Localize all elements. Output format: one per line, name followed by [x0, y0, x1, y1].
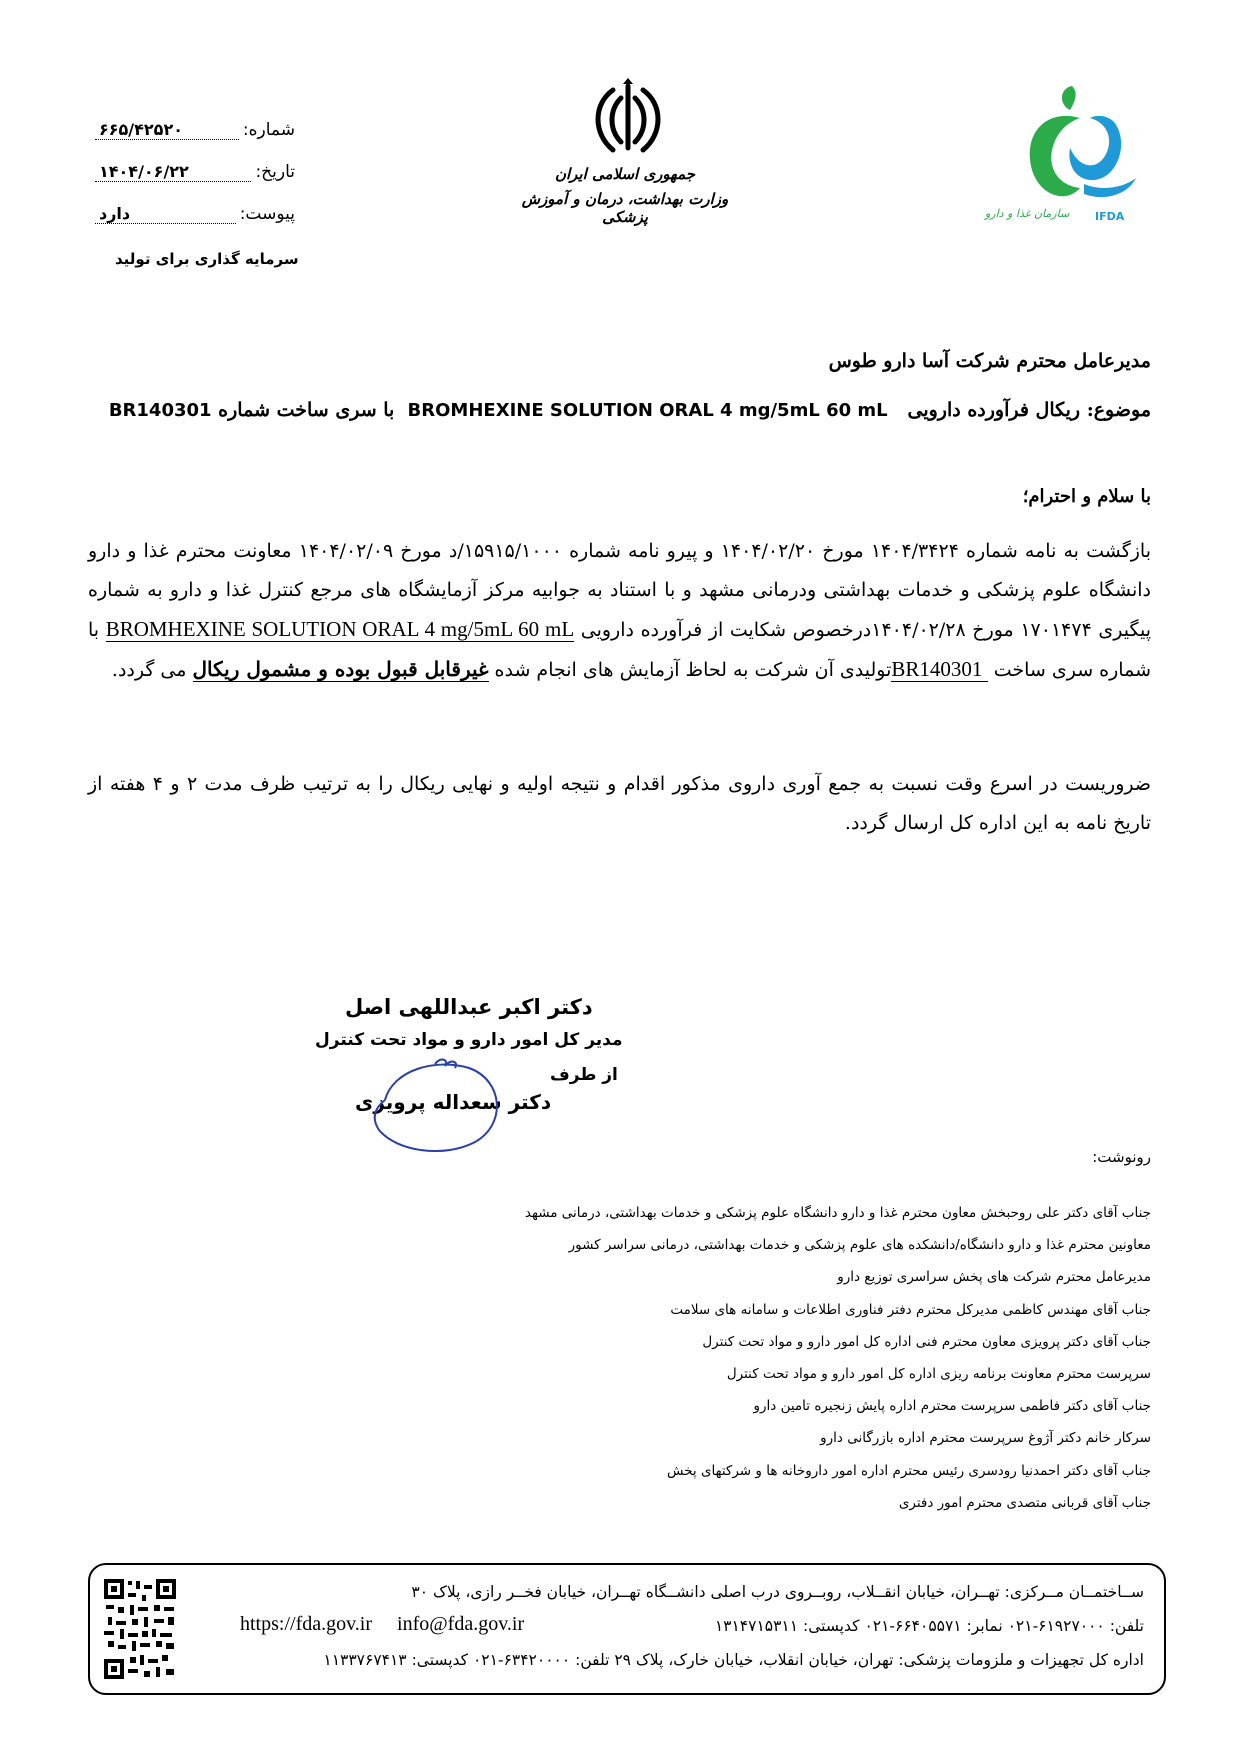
paragraph-1-part-c: تولیدی آن شرکت به لحاظ آزمایش های انجام شده — [488, 659, 892, 681]
emblem-line-1: جمهوری اسلامی ایران — [554, 165, 696, 183]
cc-item: جناب آقای دکتر پرویزی معاون محترم فنی اداره کل امور دارو و مواد تحت کنترل — [702, 1333, 1151, 1350]
letter-date-label: تاریخ: — [255, 162, 295, 182]
paragraph-1-batch: BR140301 — [891, 657, 988, 681]
footer-address-line: ســاختمــان مــرکزی: تهــران، خیابان انقــلاب، روبــروی درب اصلی دانشــگاه تهــران، خیابان فخــر رازی، پلاک ۳۰ — [411, 1583, 1144, 1601]
ifda-logo-icon — [1010, 78, 1148, 228]
paragraph-1-part-d: می گردد. — [111, 659, 187, 681]
signatory-title: مدیر کل امور دارو و مواد تحت کنترل — [315, 1030, 623, 1050]
email-link[interactable]: info@fda.gov.ir — [397, 1613, 525, 1635]
cc-item: سرپرست محترم معاونت برنامه ریزی اداره کل امور دارو و مواد تحت کنترل — [726, 1365, 1151, 1382]
qr-code-icon — [102, 1577, 178, 1681]
cc-item: جناب آقای قربانی متصدی محترم امور دفتری — [898, 1494, 1151, 1511]
letter-number-value: ۶۶۵/۴۲۵۲۰ — [95, 120, 239, 140]
logo-text-en: IFDA — [1095, 210, 1125, 223]
attachment-value: دارد — [95, 204, 236, 224]
subject-prefix: موضوع: ریکال فرآورده دارویی — [907, 399, 1151, 421]
cc-item: مدیرعامل محترم شرکت های پخش سراسری توزیع دارو — [837, 1269, 1151, 1286]
greeting: با سلام و احترام؛ — [1022, 486, 1151, 507]
paragraph-1-emphasis: غیرقابل قبول بوده و مشمول ریکال — [192, 657, 489, 681]
on-behalf-label: از طرف — [550, 1065, 618, 1085]
paragraph-1-part-b: با شماره سری ساخت — [88, 619, 1151, 681]
recipient: مدیرعامل محترم شرکت آسا دارو طوس — [828, 350, 1151, 372]
letter-date-row — [95, 162, 295, 182]
cc-label: رونوشت: — [1092, 1148, 1151, 1166]
cc-item: جناب آقای دکتر علی روحبخش معاون محترم غذا و دارو دانشگاه علوم پزشکی و خدمات بهداشتی، درمانی مشهد — [524, 1205, 1151, 1221]
subject-product: BROMHEXINE SOLUTION ORAL 4 mg/5mL 60 mL — [407, 400, 888, 421]
paragraph-2: ضروریست در اسرع وقت نسبت به جمع آوری داروی مذکور اقدام و نتیجه اولیه و نهایی ریکال را به ترتیب ظرف مدت ۲ و ۴ هفته از تاریخ نامه به این اداره کل ارسال گردد. — [88, 773, 1151, 834]
letter-number-row — [95, 120, 295, 140]
cc-list — [300, 1197, 1151, 1519]
signatory-name: دکتر اکبر عبداللهی اصل — [345, 995, 593, 1019]
letter-number-label: شماره: — [242, 120, 295, 140]
slogan: سرمایه گذاری برای تولید — [115, 250, 299, 268]
footer-box — [88, 1563, 1166, 1695]
website-link[interactable]: https://fda.gov.ir — [240, 1613, 373, 1635]
logo-text-fa: سازمان غذا و دارو — [985, 207, 1070, 220]
attachment-row — [95, 204, 295, 224]
cc-item: جناب آقای دکتر فاطمی سرپرست محترم اداره پایش زنجیره تامین دارو — [753, 1398, 1151, 1415]
cc-item: جناب آقای دکتر احمدنیا رودسری رئیس محترم اداره امور داروخانه ها و شرکتهای پخش — [666, 1462, 1151, 1479]
letter-date-value: ۱۴۰۴/۰۶/۲۲ — [95, 162, 251, 182]
signer-name: دکتر سعداله پرویزی — [355, 1090, 552, 1114]
attachment-label: پیوست: — [239, 204, 295, 224]
subject-suffix: با سری ساخت شماره — [218, 399, 395, 421]
paragraph-1-part-a: بازگشت به نامه شماره ۱۴۰۴/۳۴۲۴ مورخ ۱۴۰۴/۰۲/۲۰ و پیرو نامه شماره ۱۵۹۱۵/۱۰۰۰/د مورخ ۱۴۰۴/۰۲/۰۹ معاونت محترم غذا و دارو دانشگاه علوم پزشکی و خدمات بهداشتی ودرمانی مشهد و با استناد به جوابیه مرکز آزمایشگاه های مرجع کنترل غذا و دارو به شماره پیگیری ۱۷۰۱۴۷۴ مورخ ۱۴۰۴/۰۲/۲۸درخصوص شکایت از فرآورده دارویی — [88, 540, 1151, 641]
iran-emblem-icon — [587, 78, 669, 160]
subject — [88, 390, 1151, 431]
signature-mark-icon — [365, 1050, 515, 1160]
subject-batch: BR140301 — [108, 400, 212, 421]
paragraph-1-product: BROMHEXINE SOLUTION ORAL 4 mg/5mL 60 mL — [105, 617, 575, 641]
footer-contact-line: تلفن: ۶۱۹۲۷۰۰۰-۰۲۱ نمابر: ۶۶۴۰۵۵۷۱-۰۲۱ کدپستی: ۱۳۱۴۷۱۵۳۱۱ — [714, 1617, 1144, 1635]
cc-item: جناب آقای مهندس کاظمی مدیرکل محترم دفتر فناوری اطلاعات و سامانه های سلامت — [670, 1301, 1151, 1318]
footer-medical-office-line: اداره کل تجهیزات و ملزومات پزشکی: تهران، خیابان انقلاب، خیابان خارک، پلاک ۲۹ تلفن: ۶۳۴۲۰۰۰۰-۰۲۱ کدپستی: ۱۱۳۳۷۶۷۴۱۳ — [323, 1651, 1144, 1669]
cc-item: سرکار خانم دکتر آژوغ سرپرست محترم اداره بازرگانی دارو — [820, 1430, 1151, 1447]
paragraph-1 — [88, 532, 1151, 690]
cc-item: معاونین محترم غذا و دارو دانشگاه/دانشکده های علوم پزشکی و خدمات بهداشتی، درمانی سراسر کشور — [568, 1237, 1151, 1254]
emblem-line-2: وزارت بهداشت، درمان و آموزش پزشکی — [521, 190, 729, 226]
footer-web-links — [240, 1613, 524, 1636]
